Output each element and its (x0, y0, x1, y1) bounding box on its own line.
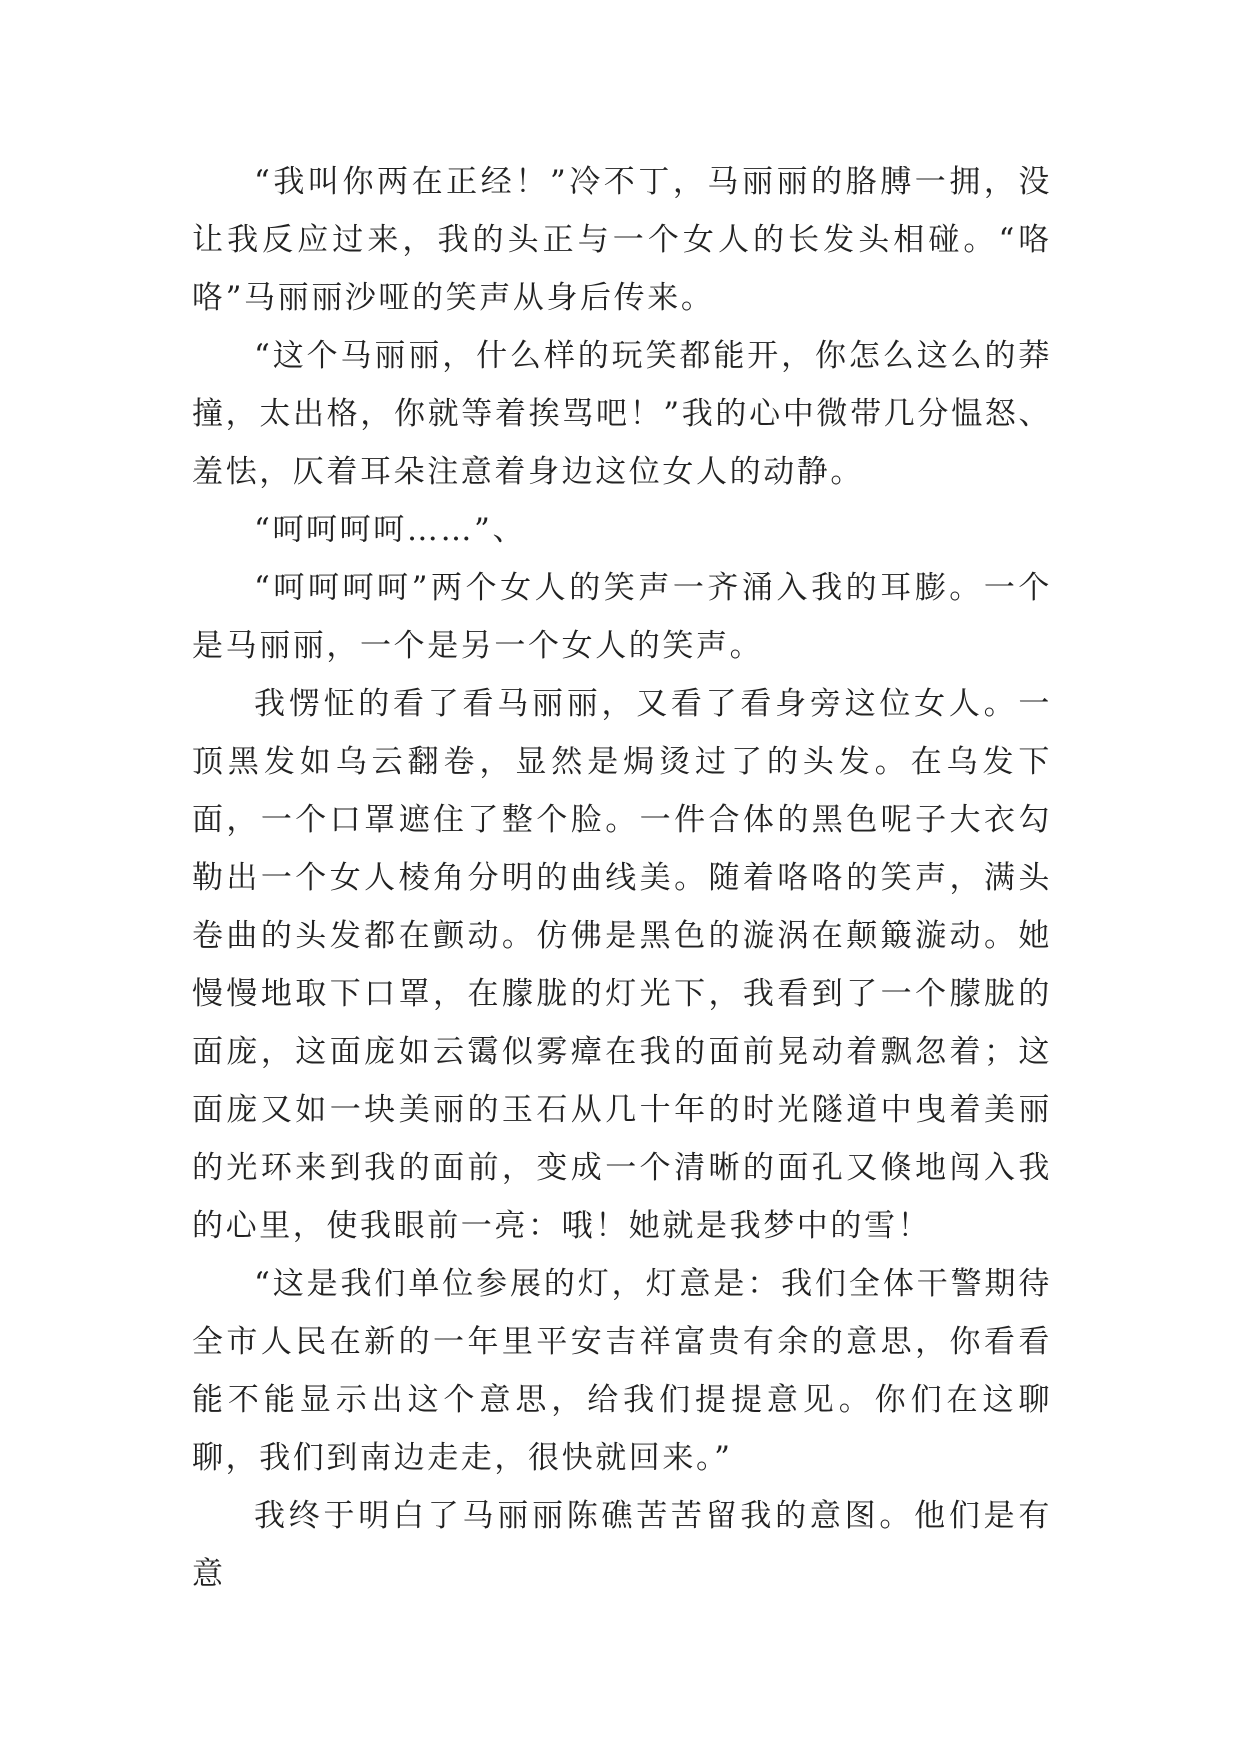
document-body (192, 153, 1052, 1603)
paragraph: “呵呵呵呵”两个女人的笑声一齐涌入我的耳膨。一个是马丽丽，一个是另一个女人的笑声。 (192, 570, 1052, 664)
paragraph: “呵呵呵呵……”、 (254, 512, 527, 548)
paragraph: 我终于明白了马丽丽陈礁苦苦留我的意图。他们是有意 (192, 1498, 1052, 1592)
paragraph: “这个马丽丽，什么样的玩笑都能开，你怎么这么的莽撞，太出格，你就等着挨骂吧！”我的心中微带几分愠怒、羞怯，仄着耳朵注意着身边这位女人的动静。 (192, 338, 1052, 490)
paragraph: “这是我们单位参展的灯，灯意是：我们全体干警期待全市人民在新的一年里平安吉祥富贵有余的意思，你看看能不能显示出这个意思，给我们提提意见。你们在这聊聊，我们到南边走走，很快就回来。” (192, 1266, 1052, 1476)
paragraph: 我愣怔的看了看马丽丽，又看了看身旁这位女人。一顶黑发如乌云翻卷，显然是焗烫过了的头发。在乌发下面，一个口罩遮住了整个脸。一件合体的黑色呢子大衣勾勒出一个女人棱角分明的曲线美。随着咯咯的笑声，满头卷曲的头发都在颤动。仿佛是黑色的漩涡在颠簸漩动。她慢慢地取下口罩，在朦胧的灯光下，我看到了一个朦胧的面庞，这面庞如云霭似雾瘴在我的面前晃动着飘忽着；这面庞又如一块美丽的玉石从几十年的时光隧道中曳着美丽的光环来到我的面前，变成一个清晰的面孔又倏地闯入我的心里，使我眼前一亮：哦！她就是我梦中的雪！ (192, 686, 1052, 1244)
paragraph: “我叫你两在正经！”冷不丁，马丽丽的胳膊一拥，没让我反应过来，我的头正与一个女人的长发头相碰。“咯咯”马丽丽沙哑的笑声从身后传来。 (192, 164, 1052, 316)
